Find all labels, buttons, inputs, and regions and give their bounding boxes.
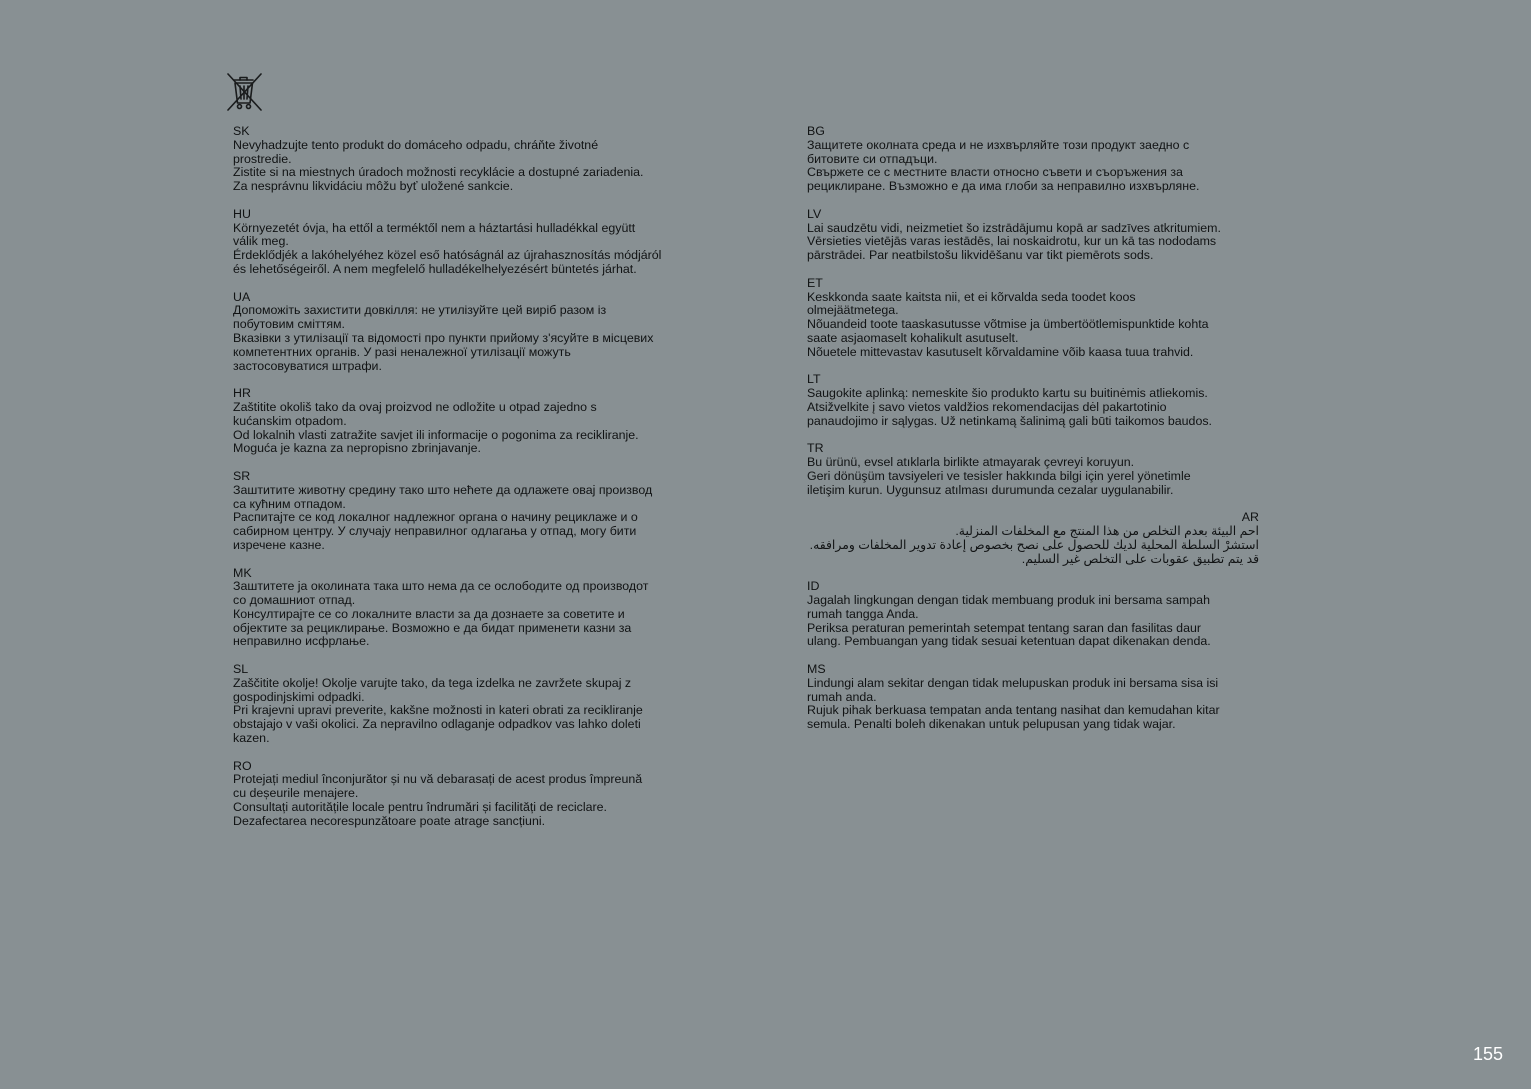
section-mk <box>233 567 688 650</box>
paragraph: Допоможіть захистити довкілля: не утилізуйте цей виріб разом із побутовим сміттям. <box>233 303 607 332</box>
paragraph: Свържете се с местните власти относно съвети и съоръжения за рециклиране. Възможно е да има глоби за неправилно изхвърляне. <box>807 165 1200 194</box>
section-lt <box>807 373 1259 428</box>
paragraph: Zaštitite okoliš tako da ovaj proizvod ne odložite u otpad zajedno s kućanskim otpadom. <box>233 399 597 428</box>
language-code: BG <box>807 124 825 138</box>
section-id <box>807 580 1259 649</box>
paragraph: Pri krajevni upravi preverite, kakšne možnosti in kateri obrati za recikliranje obstajajo v vaši okolici. Za nepravilno odlaganje odpadkov vas lahko doleti kazen. <box>233 703 643 746</box>
paragraph: Jagalah lingkungan dengan tidak membuang produk ini bersama sampah rumah tangga Anda. <box>807 593 1210 621</box>
paragraph: Od lokalnih vlasti zatražite savjet ili informacije o pogonima za recikliranje. Moguća je kazna za nepropisno zbrinjavanje. <box>233 427 639 456</box>
paragraph: Lai saudzētu vidi, neizmetiet šo izstrādājumu kopā ar sadzīves atkritumiem. Vērsieties vietējās varas iestādēs, lai noskaidrotu, kur un kā tas nododams pārstrādei. Par neatbilstošu likvidēšanu var tikt piemērots sods. <box>807 220 1221 263</box>
paragraph: Saugokite aplinką: nemeskite šio produkto kartu su buitinėmis atliekomis. Atsižvelkite į savo vietos valdžios rekomendacijas dėl pakartotinio panaudojimo ir sąlygas. Už netinkamą šalinimą gali būti taikomos baudos. <box>807 386 1212 428</box>
paragraph: Érdeklődjék a lakóhelyéhez közel eső hatóságnál az újrahasznosítás módjáról és lehetőségeiről. A nem megfelelő hulladékelhelyezésért büntetés járhat. <box>233 248 662 276</box>
language-code: LT <box>807 372 821 387</box>
paragraph: Consultați autoritățile locale pentru îndrumări și facilități de reciclare. Dezafectarea necorespunzătoare poate atrage sancțiuni. <box>233 800 607 828</box>
language-code: ET <box>807 275 823 290</box>
language-code: TR <box>807 441 824 456</box>
paragraph: Nõuandeid toote taaskasutusse võtmise ja ümbertöötlemispunktide kohta saate asjaomaselt kohalikult asutuselt. <box>807 317 1209 345</box>
language-code: UA <box>233 289 251 304</box>
paragraph: Lindungi alam sekitar dengan tidak melupuskan produk ini bersama sisa isi rumah anda. <box>807 675 1219 704</box>
language-code: LV <box>807 206 822 221</box>
section-sl <box>233 663 688 746</box>
language-code: MS <box>807 662 826 677</box>
section-ua <box>233 291 688 374</box>
paragraph: Keskkonda saate kaitsta nii, et ei kõrvalda seda toodet koos olmejäätmetega. <box>807 289 1136 318</box>
page-number: 155 <box>1472 1044 1503 1064</box>
paragraph: Заштитете ја околината така што нема да се ослободите од производот со домашниот отпад. <box>233 579 649 608</box>
section-bg <box>807 125 1259 194</box>
left-column <box>233 125 688 842</box>
section-hu <box>233 208 688 277</box>
section-sr <box>233 470 688 553</box>
language-code: AR <box>1241 510 1259 525</box>
paragraph: Консултирајте се со локалните власти за да дознаете за советите и објектите за рециклирање. Возможно е да бидат применети казни за неправилно исфрлање. <box>233 606 632 649</box>
paragraph: Вказівки з утилізації та відомості про пункти прийому з'ясуйте в місцевих компетентних органів. У разі неналежної утилізації можуть застосовуватися штрафи. <box>233 330 654 373</box>
section-lv <box>807 208 1259 263</box>
paragraph: Заштитите животну средину тако што нећете да одлажете овај производ са кућним отпадом. <box>233 482 653 511</box>
paragraph: Распитајте се код локалног надлежног органа о начину рециклаже и о сабирном центру. У случају неправилног одлагања у отпад, могу бити изречене казне. <box>233 510 638 552</box>
paragraph: Nevyhadzujte tento produkt do domáceho odpadu, chráňte životné prostredie. <box>233 137 599 166</box>
crossed-out-wheelie-bin-icon <box>225 72 263 112</box>
paragraph: Periksa peraturan pemerintah setempat tentang saran dan fasilitas daur ulang. Pembuangan yang tidak sesuai ketentuan dapat dikenakan denda. <box>807 620 1211 649</box>
language-code: SR <box>233 468 251 483</box>
section-hr <box>233 387 688 456</box>
language-code: ID <box>807 579 820 594</box>
paragraph: Защитете околната среда и не изхвърляйте този продукт заедно с битовите си отпадъци. <box>807 137 1190 166</box>
section-sk <box>233 125 688 194</box>
section-tr <box>807 442 1259 497</box>
paragraph: احم البيئة بعدم التخلص من هذا المنتج مع المخلفات المنزلية. استشرْ السلطة المحلية لديك للحصول على نصح بخصوص إعادة تدوير المخلفات ومرافقه. قد يتم تطبيق عقوبات على التخلص غير السليم. <box>809 524 1259 566</box>
section-ms <box>807 663 1259 732</box>
language-code: MK <box>233 565 252 580</box>
right-column <box>807 125 1259 746</box>
paragraph: Zaščitite okolje! Okolje varujte tako, da tega izdelka ne zavržete skupaj z gospodinjskimi odpadki. <box>233 675 632 704</box>
language-code: HR <box>233 386 251 401</box>
paragraph: Protejați mediul înconjurător și nu vă debarasați de acest produs împreună cu deșeurile menajere. <box>233 772 643 801</box>
section-ro <box>233 760 688 829</box>
language-code: SK <box>233 124 250 138</box>
paragraph: Bu ürünü, evsel atıklarla birlikte atmayarak çevreyi koruyun. Geri dönüşüm tavsiyeleri ve tesisler hakkında bilgi için yerel yönetimle iletişim kurun. Uygunsuz atılması durumunda cezalar uygulanabilir. <box>807 455 1191 497</box>
paragraph: Zistite si na miestnych úradoch možnosti recyklácie a dostupné zariadenia. Za nesprávnu likvidáciu môžu byť uložené sankcie. <box>233 165 644 194</box>
paragraph: Nõuetele mittevastav kasutuselt kõrvaldamine võib kaasa tuua trahvid. <box>807 344 1194 359</box>
section-ar <box>807 511 1259 566</box>
language-code: RO <box>233 758 252 773</box>
language-code: SL <box>233 662 249 677</box>
section-et <box>807 277 1259 360</box>
language-code: HU <box>233 206 251 221</box>
paragraph: Rujuk pihak berkuasa tempatan anda tentang nasihat dan kemudahan kitar semula. Penalti boleh dikenakan untuk pelupusan yang tidak wajar. <box>807 703 1220 732</box>
paragraph: Környezetét óvja, ha ettől a terméktől nem a háztartási hulladékkal együtt válik meg. <box>233 220 636 249</box>
